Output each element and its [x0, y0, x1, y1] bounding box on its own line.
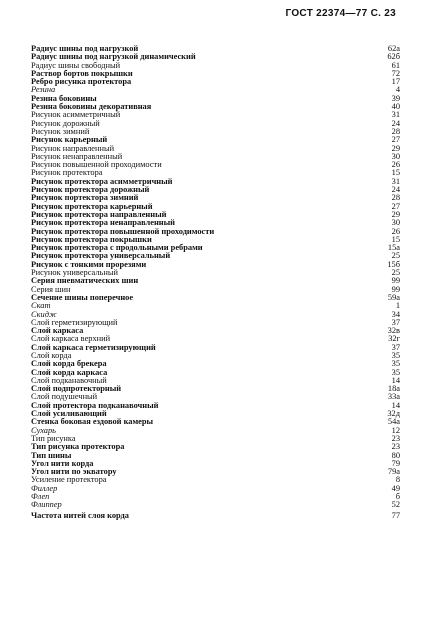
- index-reference-number: 37: [391, 317, 400, 327]
- index-term: Рисунок направленный: [31, 143, 115, 153]
- index-term: Рисунок асимметричный: [31, 110, 121, 120]
- index-term: Угол нити по экватору: [31, 467, 117, 477]
- index-term: Рисунок повышенной проходимости: [31, 160, 162, 170]
- index-term: Тип рисунка: [31, 433, 76, 443]
- index-reference-number: 24: [391, 185, 400, 195]
- index-entry: [31, 319, 400, 327]
- index-reference-number: 52: [391, 500, 400, 510]
- index-reference-number: 24: [391, 118, 400, 128]
- index-reference-number: 15: [391, 168, 400, 178]
- index-term: Раствор бортов покрышки: [31, 68, 133, 78]
- index-term: Рисунок протектора дорожный: [31, 185, 150, 195]
- index-term: Рисунок протектора повышенной проходимости: [31, 226, 215, 236]
- index-term: Слой каркаса герметизирующий: [31, 342, 156, 352]
- index-reference-number: 1: [395, 301, 400, 311]
- index-term: Рисунок ненаправленный: [31, 151, 123, 161]
- index-term: Рисунок протектора покрышки: [31, 234, 152, 244]
- index-entry: [31, 501, 400, 509]
- index-reference-number: 25: [391, 251, 400, 261]
- index-term: Рисунок протектора карьерный: [31, 201, 153, 211]
- index-reference-number: 15а: [387, 243, 400, 253]
- index-term: Усиление протектора: [31, 475, 107, 485]
- index-reference-number: 72: [391, 68, 400, 78]
- index-term: Серия пневматических шин: [31, 276, 139, 286]
- index-entry: [31, 302, 400, 310]
- index-term: Рисунок портектора зимний: [31, 193, 139, 203]
- index-entry: [31, 294, 400, 302]
- index-term: Рисунок протектора асимметричный: [31, 176, 173, 186]
- index-entry: [31, 443, 400, 451]
- index-reference-number: 14: [391, 375, 400, 385]
- index-term: Рисунок карьерный: [31, 135, 108, 145]
- index-reference-number: б: [395, 492, 400, 502]
- index-reference-number: 12: [391, 425, 400, 435]
- index-term: Рисунок протектора с продольными ребрами: [31, 243, 203, 253]
- index-entry: [31, 485, 400, 493]
- index-term: Тип рисунка протектора: [31, 442, 125, 452]
- index-term: Слой усиливающий: [31, 409, 107, 419]
- index-term: Рисунок универсальный: [31, 268, 118, 278]
- index-term: Радиус шины под нагрузкой: [31, 44, 139, 53]
- index-reference-number: 40: [391, 102, 400, 112]
- index-reference-number: 30: [391, 218, 400, 228]
- index-reference-number: 59а: [387, 292, 400, 302]
- index-term: Радиус шины под нагрузкой динамический: [31, 52, 196, 62]
- index-reference-number: 25: [391, 268, 400, 278]
- index-reference-number: 62а: [387, 44, 400, 53]
- index-entry: [31, 78, 400, 86]
- index-reference-number: 35: [391, 367, 400, 377]
- index-term: Слой корда каркаса: [31, 367, 108, 377]
- index-term: Рисунок протектора направленный: [31, 209, 167, 219]
- index-reference-number: 8: [395, 475, 400, 485]
- index-reference-number: 37: [391, 342, 400, 352]
- index-term: Резина: [31, 85, 56, 95]
- index-reference-number: 32г: [388, 334, 400, 344]
- index-term: Стенка боковая ездовой камеры: [31, 417, 154, 427]
- index-entry: [31, 476, 400, 484]
- index-term: Рисунок протектора: [31, 168, 103, 178]
- index-reference-number: 79а: [387, 467, 400, 477]
- index-reference-number: 49: [391, 483, 400, 493]
- index-term: Резина боковины декоративная: [31, 102, 152, 112]
- index-term: Рисунок протектора ненаправленный: [31, 218, 175, 228]
- index-term: Ребро рисунка протектора: [31, 77, 132, 87]
- index-term: Скидж: [31, 309, 57, 319]
- index-term: Слой подканавочный: [31, 375, 107, 385]
- index-reference-number: 23: [391, 442, 400, 452]
- index-reference-number: 32д: [387, 409, 400, 419]
- index-term: Рисунок с тонкими прорезями: [31, 259, 147, 269]
- index-entry: [31, 344, 400, 352]
- index-term: Тип шины: [31, 450, 72, 460]
- index-reference-number: 33а: [387, 392, 400, 402]
- index-term: Флиппер: [31, 500, 62, 510]
- index-entry: [31, 493, 400, 501]
- index-reference-number: 4: [395, 85, 400, 95]
- index-reference-number: 79: [391, 458, 400, 468]
- index-reference-number: 27: [391, 201, 400, 211]
- index-reference-number: 29: [391, 143, 400, 153]
- index-reference-number: 17: [391, 77, 400, 87]
- index-term: Слой подпротекторный: [31, 384, 122, 394]
- index-reference-number: 28: [391, 126, 400, 136]
- index-entry: [31, 427, 400, 435]
- index-term: Слой корда брекера: [31, 359, 107, 369]
- index-reference-number: 61: [391, 60, 400, 70]
- index-reference-number: 27: [391, 135, 400, 145]
- index-term: Рисунок дорожный: [31, 118, 100, 128]
- index-reference-number: 18а: [387, 384, 400, 394]
- index-reference-number: 14: [391, 400, 400, 410]
- index-reference-number: 99: [391, 284, 400, 294]
- index-term: Филлер: [31, 483, 58, 493]
- index-reference-number: 31: [391, 176, 400, 186]
- index-term: Сечение шины поперечное: [31, 292, 134, 302]
- index-reference-number: 77: [391, 510, 400, 520]
- index-term: Слой протектора подканавочный: [31, 400, 159, 410]
- index-reference-number: 35: [391, 350, 400, 360]
- index-term: Слой корда: [31, 350, 72, 360]
- index-term: Резина боковины: [31, 93, 97, 103]
- index-term: Слой каркаса верхний: [31, 334, 111, 344]
- index-list: [31, 45, 400, 521]
- index-reference-number: 15б: [387, 259, 400, 269]
- index-reference-number: 23: [391, 433, 400, 443]
- index-reference-number: 39: [391, 93, 400, 103]
- index-term: Слой каркаса: [31, 326, 84, 336]
- index-reference-number: 30: [391, 151, 400, 161]
- index-term: Частота нитей слоя корда: [31, 510, 129, 520]
- index-reference-number: 26: [391, 160, 400, 170]
- index-term: Сухарь: [31, 425, 56, 435]
- index-reference-number: 62б: [387, 52, 400, 62]
- index-term: Рисунок зимний: [31, 126, 90, 136]
- index-term: Серия шин: [31, 284, 71, 294]
- index-reference-number: 34: [391, 309, 400, 319]
- index-term: Скат: [31, 301, 51, 311]
- index-reference-number: 28: [391, 193, 400, 203]
- page-header: ГОСТ 22374—77 С. 23: [285, 8, 396, 19]
- index-term: Угол нити корда: [31, 458, 94, 468]
- index-entry: [31, 277, 400, 285]
- index-reference-number: 54а: [387, 417, 400, 427]
- index-reference-number: 29: [391, 209, 400, 219]
- index-term: Слой герметизирующий: [31, 317, 118, 327]
- index-reference-number: 99: [391, 276, 400, 286]
- index-reference-number: 80: [391, 450, 400, 460]
- index-entry: [31, 510, 400, 521]
- index-reference-number: 32в: [387, 326, 400, 336]
- index-term: Флеп: [31, 492, 50, 502]
- index-reference-number: 15: [391, 234, 400, 244]
- index-reference-number: 35: [391, 359, 400, 369]
- index-reference-number: 31: [391, 110, 400, 120]
- index-term: Рисунок протектора универсальный: [31, 251, 171, 261]
- index-term: Слой подушечный: [31, 392, 98, 402]
- index-reference-number: 26: [391, 226, 400, 236]
- index-entry: [31, 418, 400, 426]
- index-term: Радиус шины свободный: [31, 60, 121, 70]
